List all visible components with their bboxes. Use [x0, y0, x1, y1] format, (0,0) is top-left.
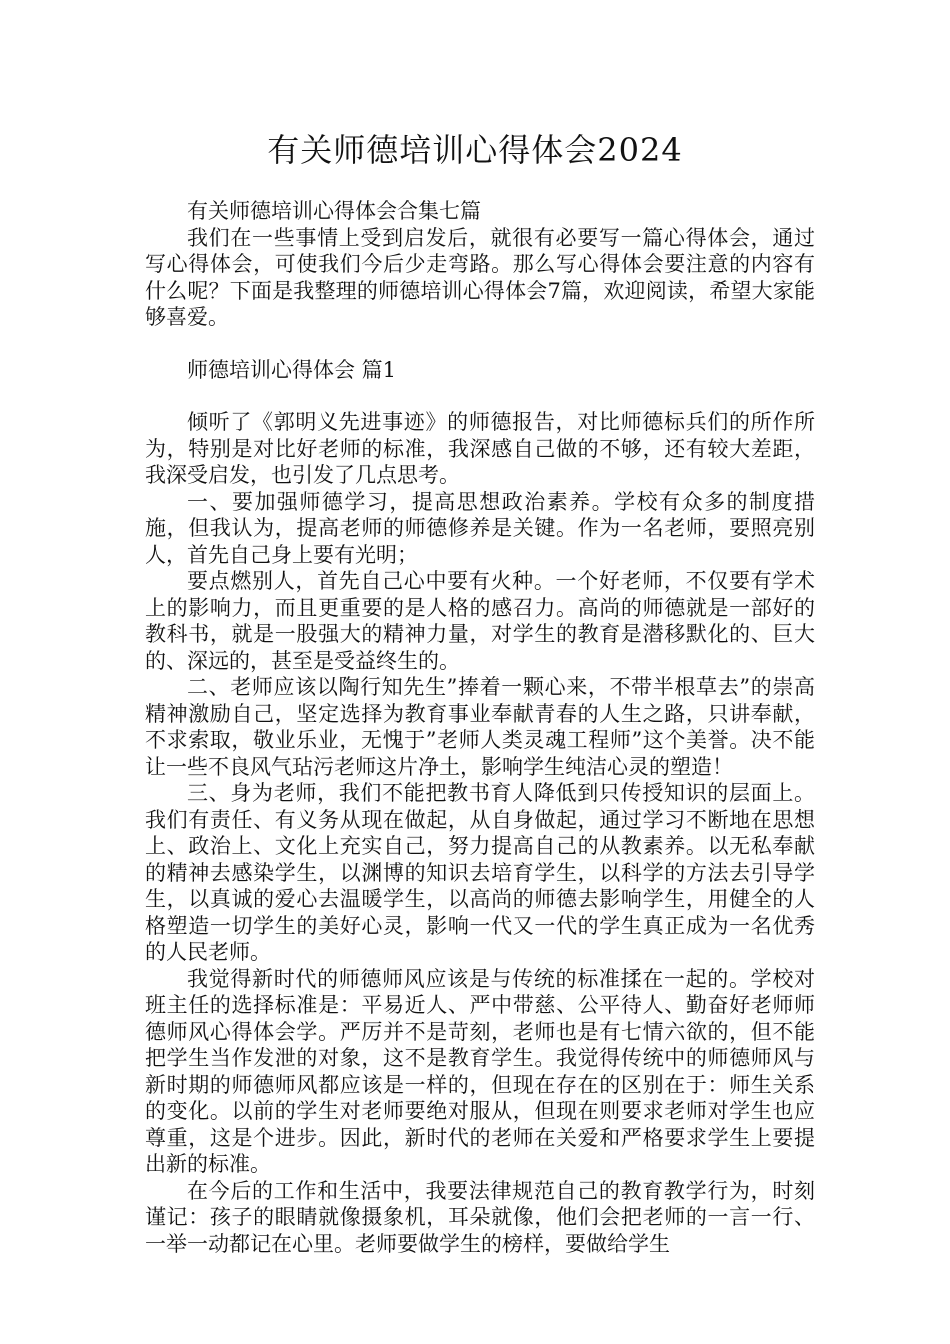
body-paragraph: 我觉得新时代的师德师风应该是与传统的标准揉在一起的。学校对班主任的选择标准是：平易近人、严中带慈、公平待人、勤奋好老师师德师风心得体会学。严厉并不是苛刻，老师也是有七情六欲的，但不能把学生当作发泄的对象，这不是教育学生。我觉得传统中的师德师风与新时期的师德师风都应该是一样的，但现在存在的区别在于：师生关系的变化。以前的学生对老师要绝对服从，但现在则要求老师对学生也应尊重，这是个进步。因此，新时代的老师在关爱和严格要求学生上要提出新的标准。 [145, 966, 815, 1176]
document-subtitle: 有关师德培训心得体会合集七篇 [187, 199, 481, 223]
body-paragraph: 二、老师应该以陶行知先生”捧着一颗心来，不带半根草去”的崇高精神激励自己，坚定选择为教育事业奉献青春的人生之路，只讲奉献，不求索取，敬业乐业，无愧于”老师人类灵魂工程师”这个美誉。决不能让一些不良风气玷污老师这片净土，影响学生纯洁心灵的塑造！ [145, 675, 815, 779]
body-paragraph: 倾听了《郭明义先进事迹》的师德报告，对比师德标兵们的所作所为，特别是对比好老师的标准，我深感自己做的不够，还有较大差距，我深受启发，也引发了几点思考。 [145, 410, 815, 487]
section-heading: 师德培训心得体会 篇1 [187, 357, 397, 382]
body-paragraph: 一、要加强师德学习，提高思想政治素养。学校有众多的制度措施，但我认为，提高老师的师德修养是关键。作为一名老师，要照亮别人，首先自己身上要有光明； [145, 489, 815, 567]
body-paragraph: 在今后的工作和生活中，我要法律规范自己的教育教学行为，时刻谨记：孩子的眼睛就像摄象机，耳朵就像，他们会把老师的一言一行、一举一动都记在心里。老师要做学生的榜样，要做给学生 [145, 1178, 815, 1256]
intro-paragraph: 我们在一些事情上受到启发后，就很有必要写一篇心得体会，通过写心得体会，可使我们今后少走弯路。那么写心得体会要注意的内容有什么呢？下面是我整理的师德培训心得体会7篇，欢迎阅读，希望大家能够喜爱。 [145, 225, 815, 329]
document-body [145, 198, 815, 1257]
body-paragraph: 要点燃别人，首先自己心中要有火种。一个好老师，不仅要有学术上的影响力，而且更重要的是人格的感召力。高尚的师德就是一部好的教科书，就是一股强大的精神力量，对学生的教育是潜移默化的、巨大的、深远的，甚至是受益终生的。 [145, 569, 815, 673]
body-paragraph: 三、身为老师，我们不能把教书育人降低到只传授知识的层面上。我们有责任、有义务从现在做起，从自身做起，通过学习不断地在思想上、政治上、文化上充实自己，努力提高自己的从教素养。以无私奉献的精神去感染学生，以渊博的知识去培育学生，以科学的方法去引导学生，以真诚的爱心去温暖学生，以高尚的师德去影响学生，用健全的人格塑造一切学生的美好心灵，影响一代又一代的学生真正成为一名优秀的人民老师。 [145, 781, 815, 964]
document-title: 有关师德培训心得体会2024 [267, 131, 683, 169]
